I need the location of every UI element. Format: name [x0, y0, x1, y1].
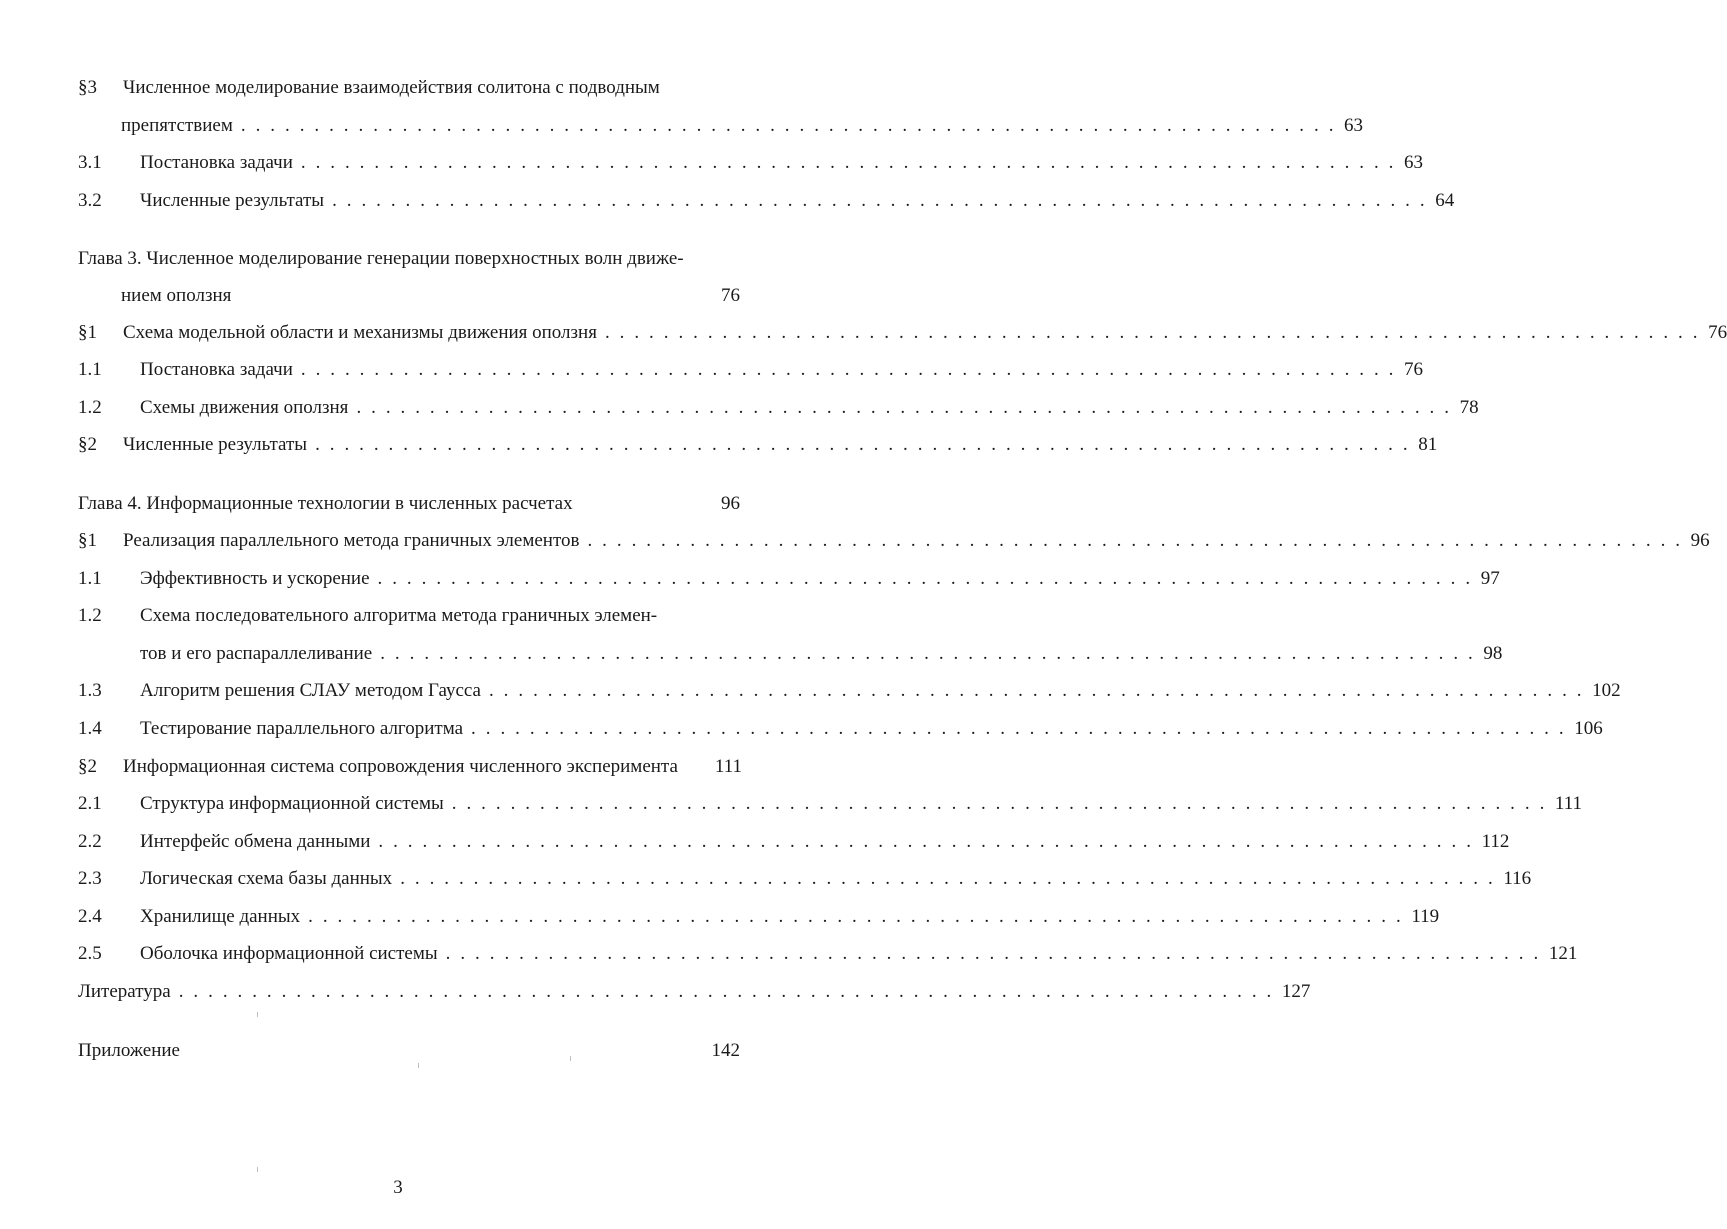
dot-leader [370, 564, 1481, 594]
dot-leader [372, 639, 1483, 669]
subsection-number: 1.3 [78, 680, 102, 701]
toc-chapter-3 [78, 244, 740, 274]
dot-leader [481, 676, 1592, 706]
subsection-number: 1.1 [78, 568, 102, 589]
toc-chapter-4 [78, 489, 740, 519]
page-ref: 96 [721, 493, 740, 514]
toc-entry-1-1-ch4 [78, 564, 1500, 594]
toc-entry-1-4-ch4 [78, 714, 1603, 744]
toc-entry-s1-ch3 [78, 318, 1727, 348]
chapter-title: Глава 3. Численное моделирование генерации поверхностных волн движе- [78, 248, 684, 269]
toc-entry-3-2 [78, 186, 1455, 216]
page-ref: 98 [1483, 643, 1503, 664]
page-ref: 102 [1592, 680, 1621, 701]
dot-leader [171, 977, 1282, 1007]
scan-speck [418, 1063, 419, 1068]
chapter-title: Глава 4. Информационные технологии в численных расчетах [78, 493, 573, 514]
toc-entry-s3 [78, 73, 740, 103]
entry-title: Эффективность и ускорение [140, 568, 370, 589]
scan-speck [257, 1012, 258, 1017]
page-ref: 78 [1459, 397, 1479, 418]
entry-title: Хранилище данных [140, 906, 301, 927]
subsection-number: 3.1 [78, 152, 102, 173]
entry-title: Численные результаты [140, 190, 325, 211]
page-number: 3 [393, 1177, 403, 1198]
subsection-number: 2.1 [78, 793, 102, 814]
entry-title: Постановка задачи [140, 359, 293, 380]
section-number: §1 [78, 322, 97, 343]
toc-entry-1-3-ch4 [78, 676, 1621, 706]
toc-entry-2-3 [78, 864, 1532, 894]
entry-title: Информационная система сопровождения численного эксперимента [123, 756, 678, 777]
subsection-number: 2.4 [78, 906, 102, 927]
section-number: §1 [78, 530, 97, 551]
entry-title: Логическая схема базы данных [140, 868, 393, 889]
page-ref: 112 [1481, 831, 1510, 852]
entry-title: Численные результаты [123, 434, 308, 455]
toc-entry-1-1-ch3 [78, 355, 1424, 385]
toc-entry-3-1 [78, 148, 1424, 178]
page-ref: 127 [1281, 981, 1311, 1002]
toc-entry-2-2 [78, 827, 1510, 857]
page-ref: 142 [711, 1040, 740, 1061]
toc-entry-appendix [78, 1036, 740, 1066]
entry-title: Тестирование параллельного алгоритма [140, 718, 464, 739]
toc-entry-1-2-ch4 [78, 601, 740, 631]
dot-leader [463, 714, 1574, 744]
entry-title: Реализация параллельного метода граничных элементов [123, 530, 580, 551]
subsection-number: 1.2 [78, 605, 102, 626]
page-ref: 76 [1708, 322, 1727, 343]
page-ref: 116 [1503, 868, 1532, 889]
dot-leader [307, 430, 1418, 460]
section-number: §3 [78, 77, 97, 98]
page-ref: 96 [1690, 530, 1710, 551]
subsection-number: 1.4 [78, 718, 102, 739]
dot-leader [579, 526, 1690, 556]
chapter-title-continued: нием оползня [121, 285, 232, 306]
toc-entry-s3-continued [121, 111, 1364, 141]
entry-title: Схема модельной области и механизмы движения оползня [123, 322, 597, 343]
toc-entry-2-1 [78, 789, 1583, 819]
toc-entry-2-5 [78, 939, 1578, 969]
entry-title: Структура информационной системы [140, 793, 444, 814]
toc-entry-s1-ch4 [78, 526, 1710, 556]
page-ref: 63 [1404, 152, 1424, 173]
dot-leader [438, 939, 1549, 969]
page-ref: 64 [1435, 190, 1455, 211]
page-ref: 121 [1548, 943, 1578, 964]
entry-title-continued: тов и его распараллеливание [140, 643, 373, 664]
section-number: §2 [78, 756, 97, 777]
subsection-number: 2.2 [78, 831, 102, 852]
page-ref: 111 [714, 756, 742, 777]
page-ref: 76 [721, 285, 740, 306]
subsection-number: 1.1 [78, 359, 102, 380]
toc-entry-1-2-ch4-continued [140, 639, 1503, 669]
toc-chapter-3-continued [121, 281, 740, 311]
dot-leader [597, 318, 1708, 348]
entry-title: Литература [78, 981, 171, 1002]
subsection-number: 2.3 [78, 868, 102, 889]
toc-entry-1-2-ch3 [78, 393, 1479, 423]
entry-title: Постановка задачи [140, 152, 293, 173]
scan-speck [570, 1056, 571, 1061]
page-ref: 111 [1554, 793, 1583, 814]
dot-leader [293, 148, 1404, 178]
entry-title: Схема последовательного алгоритма метода граничных элемен- [140, 605, 658, 626]
dot-leader [324, 186, 1435, 216]
toc-entry-s2-ch3 [78, 430, 1438, 460]
scan-speck [257, 1167, 258, 1172]
page-ref: 63 [1344, 115, 1364, 136]
toc-entry-2-4 [78, 902, 1440, 932]
dot-leader [392, 864, 1503, 894]
entry-title: Интерфейс обмена данными [140, 831, 371, 852]
subsection-number: 2.5 [78, 943, 102, 964]
dot-leader [444, 789, 1555, 819]
dot-leader [370, 827, 1481, 857]
toc-entry-literature [78, 977, 1311, 1007]
page-ref: 119 [1411, 906, 1440, 927]
toc-entry-s2-ch4 [78, 752, 742, 782]
dot-leader [293, 355, 1404, 385]
page-ref: 106 [1574, 718, 1603, 739]
subsection-number: 3.2 [78, 190, 102, 211]
entry-title: Оболочка информационной системы [140, 943, 438, 964]
dot-leader [300, 902, 1411, 932]
dot-leader [233, 111, 1344, 141]
section-number: §2 [78, 434, 97, 455]
entry-title: Схемы движения оползня [140, 397, 349, 418]
page-ref: 81 [1418, 434, 1438, 455]
entry-title: Приложение [78, 1040, 180, 1061]
entry-title: Численное моделирование взаимодействия солитона с подводным [123, 77, 660, 98]
page-ref: 97 [1480, 568, 1500, 589]
page-ref: 76 [1404, 359, 1424, 380]
dot-leader [348, 393, 1459, 423]
entry-title-continued: препятствием [121, 115, 233, 136]
subsection-number: 1.2 [78, 397, 102, 418]
entry-title: Алгоритм решения СЛАУ методом Гаусса [140, 680, 481, 701]
